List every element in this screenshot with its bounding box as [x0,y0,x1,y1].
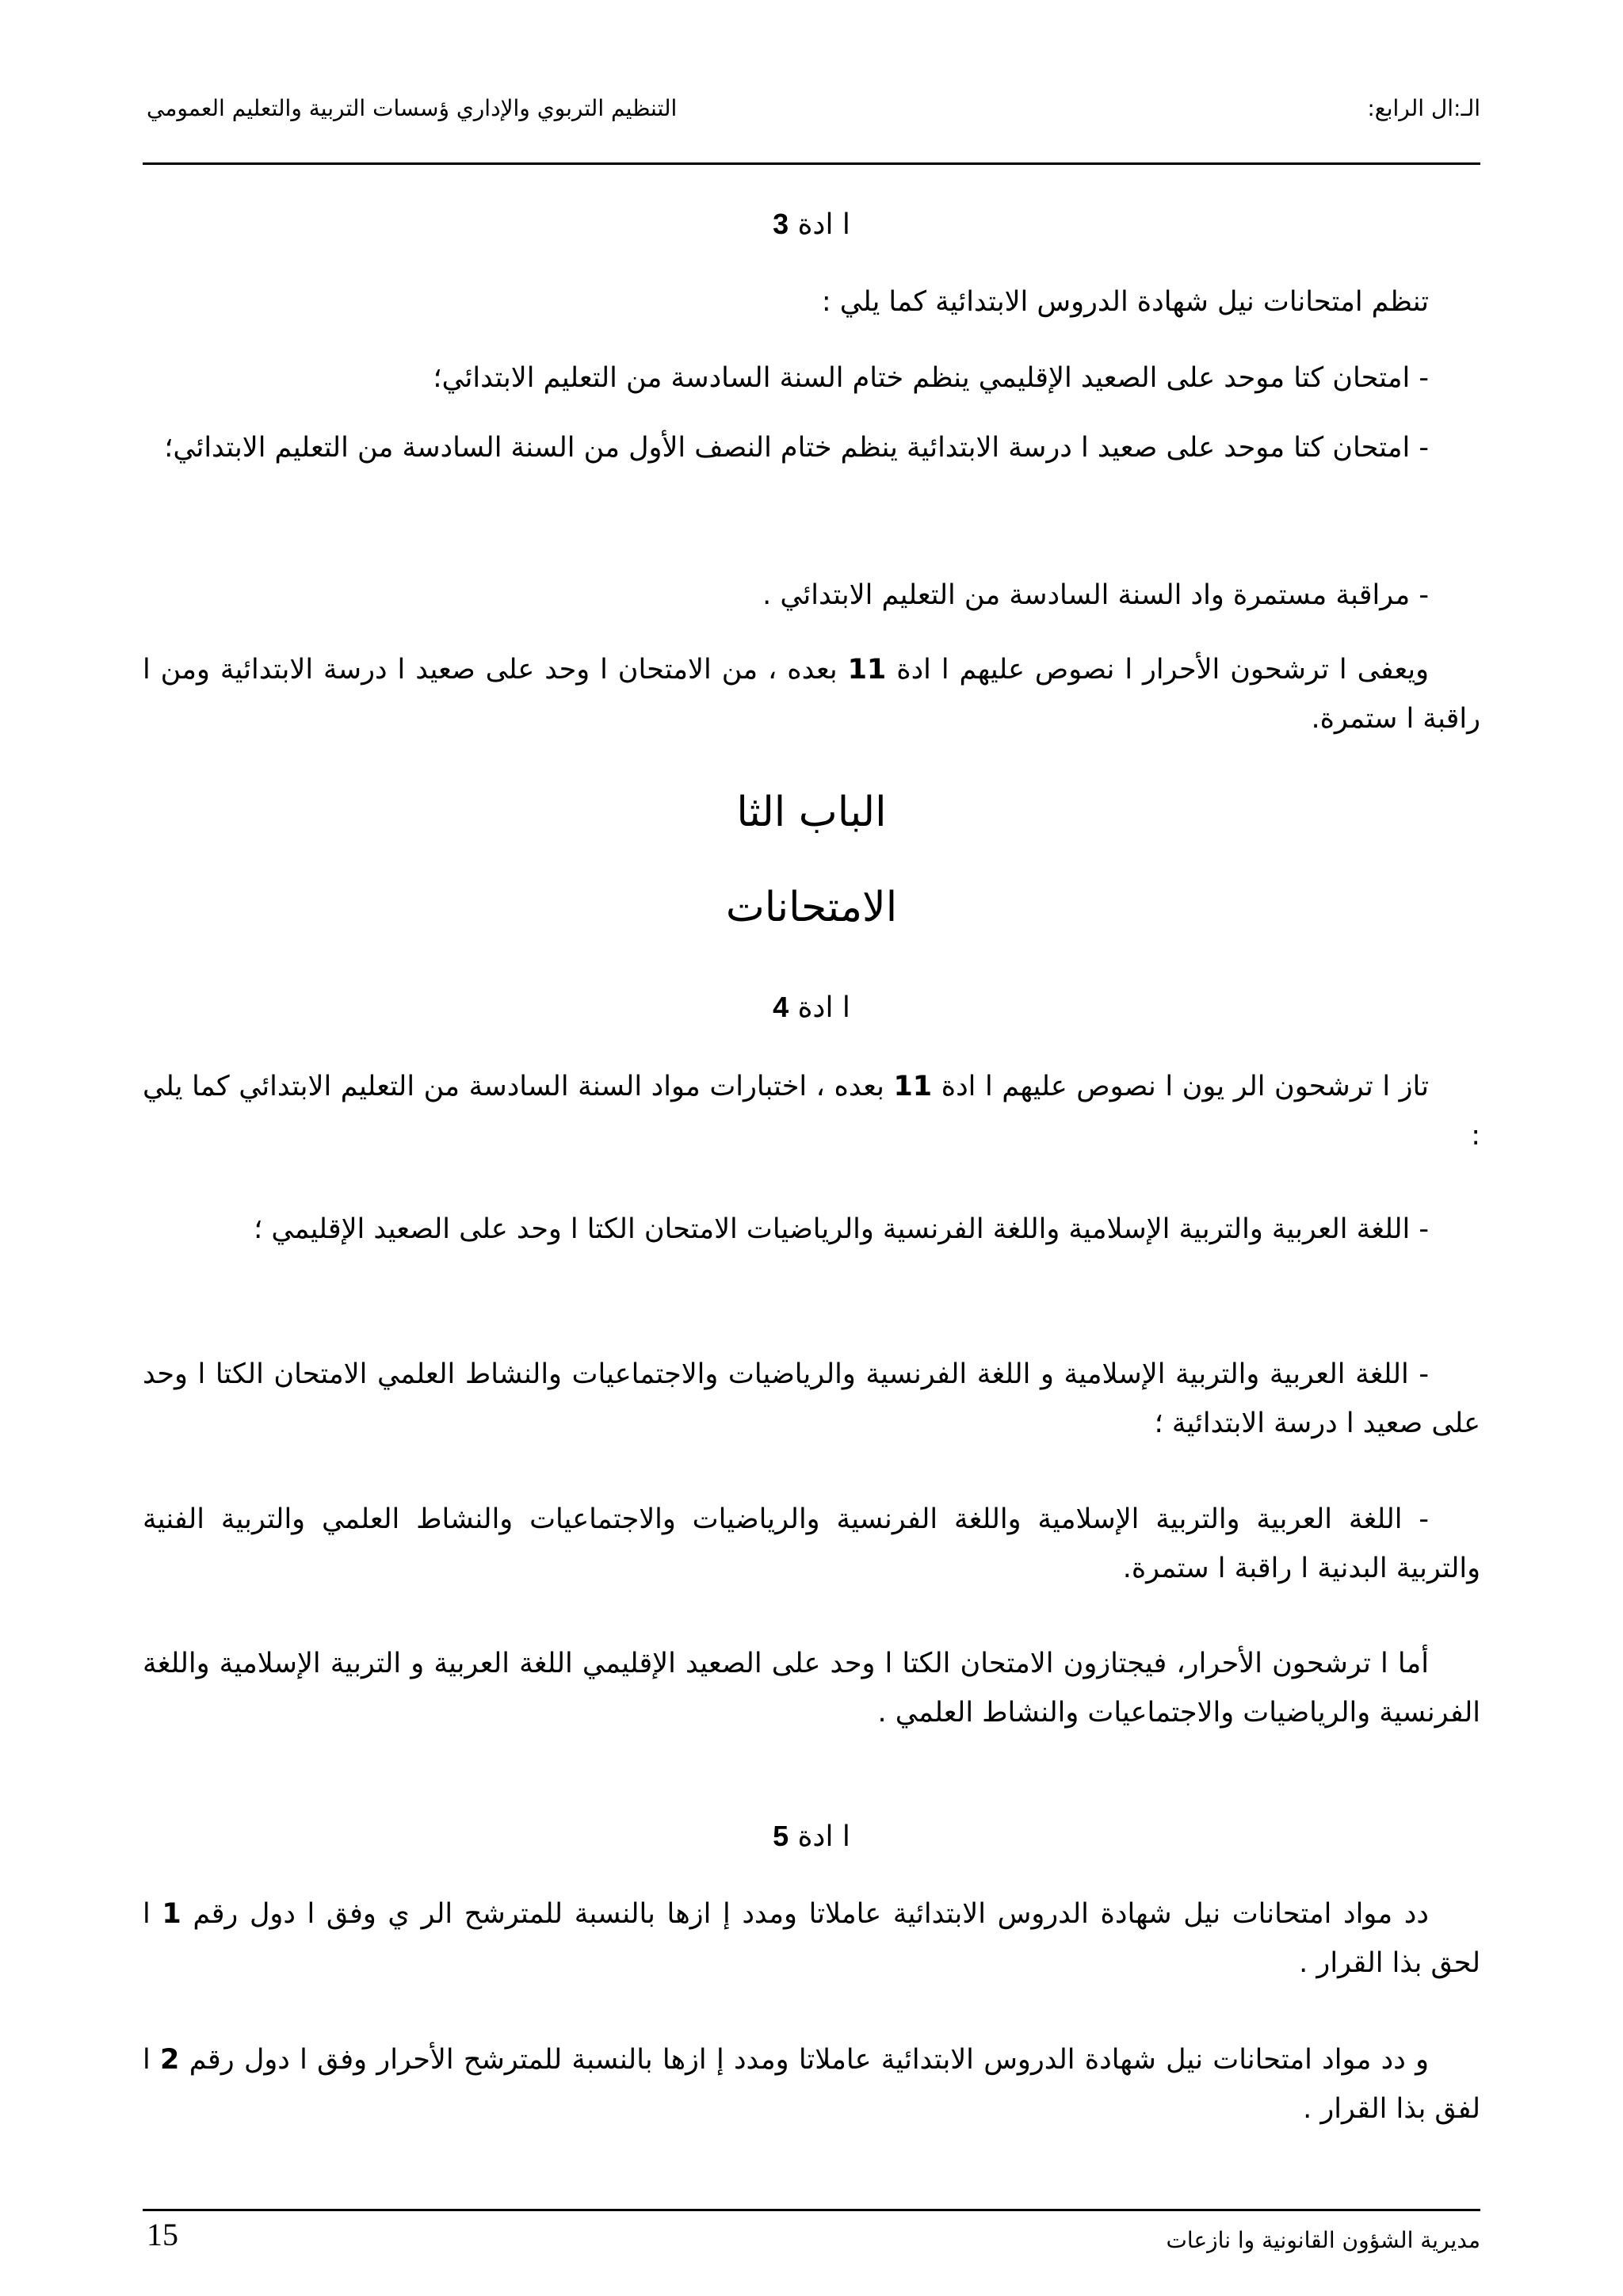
paragraph-text: ا لحق بذا القرار . [143,1898,1480,1979]
section-bab: الباب الثا [736,789,887,836]
article-5-paragraph-1 [143,1889,1480,1988]
article-title-prefix: ا ادة [797,208,850,241]
page-number: 15 [147,2217,178,2252]
article-4-item-1: - اللغة العربية والتربية الإسلامية واللغة الفرنسية والرياضيات الامتحان الكتا ا وحد على الصعيد الإقليمي ؛ [254,1213,1429,1245]
article-4-paragraph: أما ا ترشحون الأحرار، فيجتازون الامتحان الكتا ا وحد على الصعيد الإقليمي اللغة العربية و التربية الإسلامية واللغة الفرنسية والرياضيات والاجتماعيات والنشاط العلمي . [143,1648,1480,1729]
article-3-paragraph [143,645,1480,743]
paragraph-text: ا لفق بذا القرار . [143,2044,1480,2125]
article-3-item-1: - امتحان كتا موحد على الصعيد الإقليمي ينظم ختام السنة السادسة من التعليم الابتدائي؛ [433,362,1429,394]
article-5-title [143,1820,1480,1853]
article-reference-number: 11 [847,654,887,686]
article-number: 5 [773,1820,789,1852]
article-4-item-3: - اللغة العربية والتربية الإسلامية واللغة الفرنسية والرياضيات والاجتماعيات والنشاط العلمي والتربية الفنية والتربية البدنية ا راقبة ا ستمرة. [143,1503,1480,1584]
table-reference-number: 1 [162,1898,181,1930]
header-chapter: الـ:ال الرابع: [1367,95,1480,121]
header-title: التنظيم التربوي والإداري ؤسسات التربية والتعليم العمومي [147,95,678,121]
paragraph-text: تاز ا ترشحون الر يون ا نصوص عليهم ا ادة [941,1071,1429,1102]
footer-rule [143,2209,1480,2211]
article-title-prefix: ا ادة [797,1820,850,1853]
paragraph-text: ويعفى ا ترشحون الأحرار ا نصوص عليهم ا ادة [896,654,1429,686]
article-3-title [143,208,1480,241]
article-5-paragraph-2 [143,2035,1480,2134]
section-title: الامتحانات [725,884,898,931]
article-3-item-2: - امتحان كتا موحد على صعيد ا درسة الابتدائية ينظم ختام النصف الأول من السنة السادسة من التعليم الابتدائي؛ [164,432,1429,464]
article-reference-number: 11 [893,1071,933,1102]
paragraph-text: دد مواد امتحانات نيل شهادة الدروس الابتدائية عاملاتا ومدد إ ازها بالنسبة للمترشح الر ي وفق ا دول رقم [193,1898,1429,1930]
article-number: 4 [773,991,789,1023]
paragraph-text: و دد مواد امتحانات نيل شهادة الدروس الابتدائية عاملاتا ومدد إ ازها بالنسبة للمترشح الأحرار وفق ا دول رقم [189,2044,1429,2076]
article-title-prefix: ا ادة [797,991,850,1024]
article-4-item-2: - اللغة العربية والتربية الإسلامية و اللغة الفرنسية والرياضيات والاجتماعيات والنشاط العلمي الامتحان الكتا ا وحد على صعيد ا درسة الابتدائية ؛ [143,1358,1480,1439]
article-3-intro: تنظم امتحانات نيل شهادة الدروس الابتدائية كما يلي : [821,286,1429,318]
article-number: 3 [773,208,789,240]
paragraph-text: بعده ، من الامتحان ا وحد على صعيد ا درسة الابتدائية ومن ا راقبة ا ستمرة. [143,654,1480,735]
paragraph-text: بعده ، اختبارات مواد السنة السادسة من التعليم الابتدائي كما يلي : [143,1071,1480,1152]
header-rule [143,162,1480,165]
article-3-item-3: - مراقبة مستمرة واد السنة السادسة من التعليم الابتدائي . [762,579,1429,611]
table-reference-number: 2 [160,2044,180,2076]
article-4-intro [143,1062,1480,1160]
footer-department: مديرية الشؤون القانونية وا نازعات [1166,2227,1480,2253]
article-4-title [143,991,1480,1024]
